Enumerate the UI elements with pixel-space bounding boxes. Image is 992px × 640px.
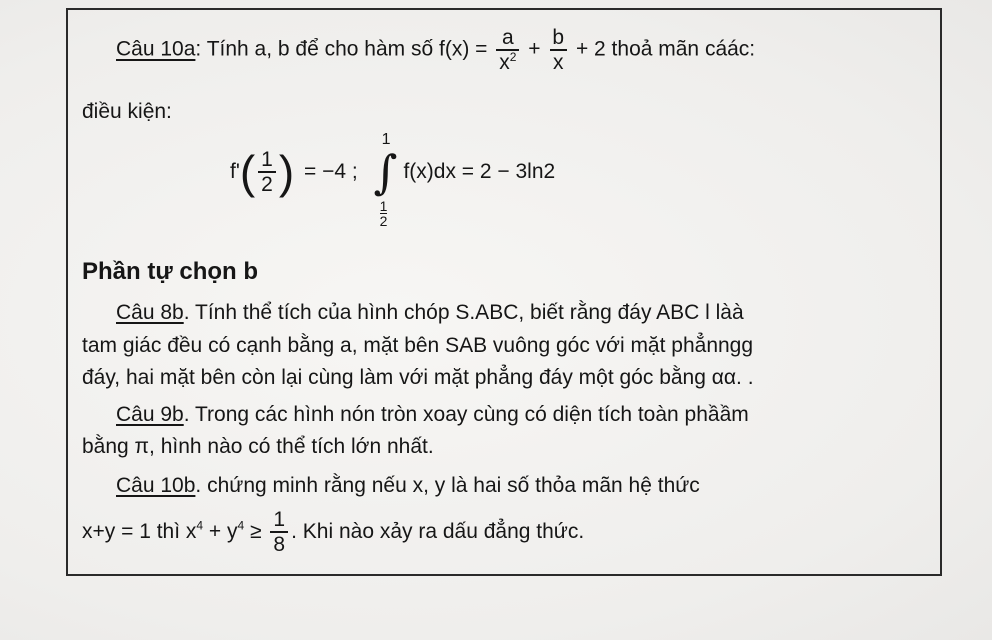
paren-open: ( [239,146,256,199]
q8b-label: Câu 8b [116,301,184,324]
q10a-label: Câu 10a [116,37,196,61]
q10a-frac1 [496,26,519,74]
q10b-line1 [116,474,700,498]
q10b-l2-c: ≥ [244,520,268,544]
q8b-line1 [116,301,744,325]
q10b-frac [270,508,288,556]
q10a-frac1-den [496,49,519,74]
cond-frac [258,148,276,196]
q10a-frac1-den-base: x [499,51,510,75]
integral-lower [380,199,388,228]
paren-close: ) [278,146,295,199]
cond-frac-num: 1 [261,148,273,171]
q10a-text-before: Tính a, b để cho hàm số f(x) = [206,37,494,61]
q10b-exp-x: 4 [196,518,204,533]
integrand: f(x)dx = 2 − 3ln2 [403,160,556,184]
cond-f: f' [230,160,240,184]
q10a-frac1-den-exp: 2 [509,50,517,65]
q10a-frac1-num: a [502,26,514,49]
integral-sign-icon: ∫ [373,145,398,200]
q10a-line2: điều kiện: [82,100,172,123]
integral-lower-num: 1 [379,198,388,215]
q10b-l2-a: x+y = 1 thì x [82,520,197,544]
q10b-l2-d: . Khi nào xảy ra dấu đẳng thức. [291,520,585,544]
q8b-text1: . Tính thể tích của hình chóp S.ABC, biết rằng đáy ABC l làà [183,301,744,324]
q10a-frac2 [549,26,567,74]
q9b-label: Câu 9b [116,403,184,426]
q10a-frac2-num: b [552,26,565,49]
q10b-label: Câu 10b [116,474,196,497]
q10a-frac2-den: x [550,49,567,74]
integral-lower-den: 2 [379,213,388,230]
q10a-sep: : [195,37,207,61]
q10b-exp-y: 4 [237,518,245,533]
q10b-line2 [82,508,584,556]
q10a-conditions [230,131,556,230]
q8b-line3: đáy, hai mặt bên còn lại cùng làm với mặt phẳng đáy một góc bằng αα. . [82,366,754,389]
q9b-line1 [116,403,749,427]
cond-eq: = −4 ; [304,160,358,184]
q10a-plus1: + [528,37,541,61]
q10b-frac-num: 1 [273,508,286,531]
q8b-line2: tam giác đều có cạnh bằng a, mặt bên SAB vuông góc với mặt phẳnngg [82,334,754,357]
integral [373,131,398,230]
q9b-line2: bằng π, hình nào có thể tích lớn nhất. [82,435,434,458]
part-b-heading: Phần tự chọn b [82,258,259,285]
q10b-text1: . chứng minh rằng nếu x, y là hai số thỏa mãn hệ thức [195,474,700,497]
cond-frac-den: 2 [258,171,276,196]
q10a-line1 [116,26,755,74]
q9b-text1: . Trong các hình nón tròn xoay cùng có diện tích toàn phầầm [183,403,749,426]
q10b-l2-b: + y [203,520,238,544]
integral-upper: 1 [381,131,391,149]
q10a-text-after: + 2 thoả mãn cáác: [575,37,756,61]
q10b-frac-den: 8 [270,531,288,556]
